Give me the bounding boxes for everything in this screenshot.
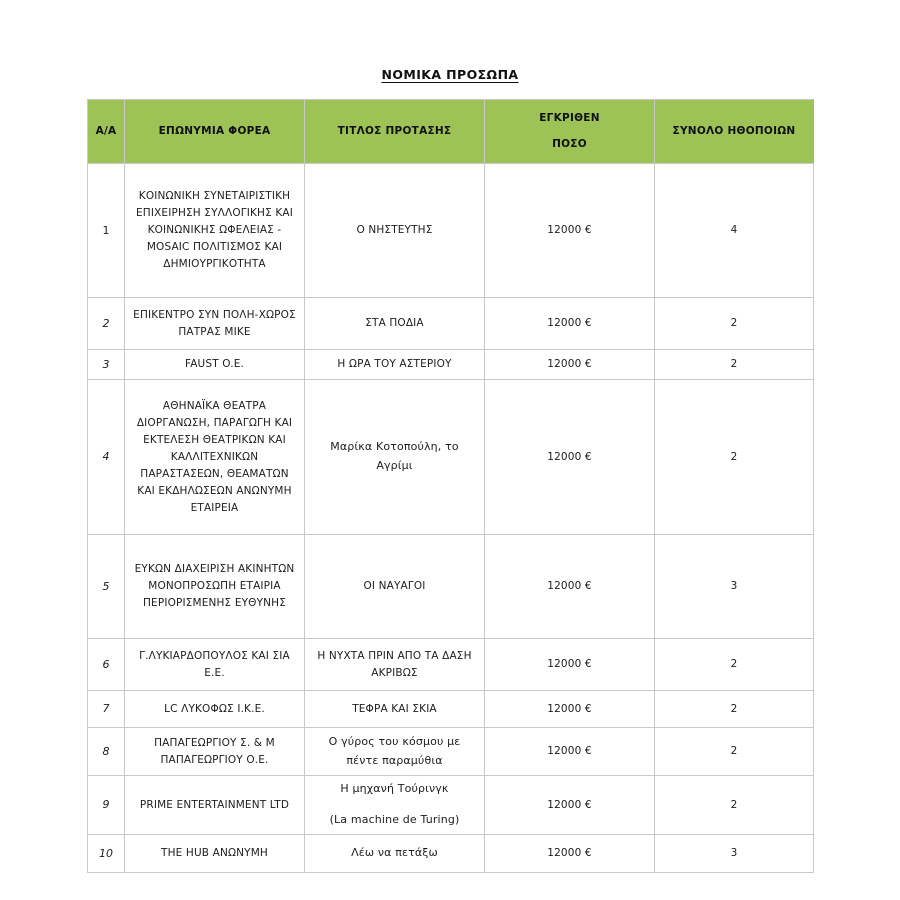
cell-entity-name: ΠΑΠΑΓΕΩΡΓΙΟΥ Σ. & Μ ΠΑΠΑΓΕΩΡΓΙΟΥ Ο.Ε. [125, 728, 305, 776]
cell-index: 6 [88, 639, 125, 691]
cell-total-actors: 2 [655, 350, 814, 380]
column-header-index: Α/Α [88, 100, 125, 164]
table-header [88, 100, 814, 164]
cell-entity-name: ΚΟΙΝΩΝΙΚΗ ΣΥΝΕΤΑΙΡΙΣΤΙΚΗ ΕΠΙΧΕΙΡΗΣΗ ΣΥΛΛΟΓΙΚΗΣ ΚΑΙ ΚΟΙΝΩΝΙΚΗΣ ΩΦΕΛΕΙΑΣ - MOSAIC ΠΟΛΙΤΙΣΜΟΣ ΚΑΙ ΔΗΜΙΟΥΡΓΙΚΟΤΗΤΑ [125, 164, 305, 298]
table-row [88, 164, 814, 298]
cell-index: 3 [88, 350, 125, 380]
cell-entity-name: ΕΥΚΩΝ ΔΙΑΧΕΙΡΙΣΗ ΑΚΙΝΗΤΩΝ ΜΟΝΟΠΡΟΣΩΠΗ ΕΤΑΙΡΙΑ ΠΕΡΙΟΡΙΣΜΕΝΗΣ ΕΥΘΥΝΗΣ [125, 535, 305, 639]
cell-proposal-title [305, 776, 485, 835]
page-title: ΝΟΜΙΚΑ ΠΡΟΣΩΠΑ [381, 67, 519, 82]
table-body [88, 164, 814, 873]
table-header-row [88, 100, 814, 164]
cell-total-actors: 2 [655, 728, 814, 776]
cell-total-actors: 2 [655, 298, 814, 350]
column-header-approved-amount [485, 100, 655, 164]
cell-proposal-title: Η ΩΡΑ ΤΟΥ ΑΣΤΕΡΙΟΥ [305, 350, 485, 380]
table-row [88, 535, 814, 639]
table-row [88, 835, 814, 873]
column-header-proposal-title: ΤΙΤΛΟΣ ΠΡΟΤΑΣΗΣ [305, 100, 485, 164]
cell-entity-name: ΑΘΗΝΑΪΚΑ ΘΕΑΤΡΑ ΔΙΟΡΓΑΝΩΣΗ, ΠΑΡΑΓΩΓΗ ΚΑΙ ΕΚΤΕΛΕΣΗ ΘΕΑΤΡΙΚΩΝ ΚΑΙ ΚΑΛΛΙΤΕΧΝΙΚΩΝ ΠΑΡΑΣΤΑΣΕΩΝ, ΘΕΑΜΑΤΩΝ ΚΑΙ ΕΚΔΗΛΩΣΕΩΝ ΑΝΩΝΥΜΗ ΕΤΑΙΡΕΙΑ [125, 380, 305, 535]
cell-approved-amount: 12000 € [485, 350, 655, 380]
cell-approved-amount: 12000 € [485, 639, 655, 691]
column-header-total-actors: ΣΥΝΟΛΟ ΗΘΟΠΟΙΩΝ [655, 100, 814, 164]
cell-approved-amount: 12000 € [485, 728, 655, 776]
cell-proposal-title: Ο γύρος του κόσμου με πέντε παραμύθια [305, 728, 485, 776]
cell-total-actors: 2 [655, 691, 814, 728]
cell-total-actors: 3 [655, 535, 814, 639]
cell-total-actors: 2 [655, 776, 814, 835]
legal-entities-table-container [87, 99, 813, 873]
cell-entity-name: FAUST O.E. [125, 350, 305, 380]
cell-proposal-title-line1: Η μηχανή Τούρινγκ [340, 782, 449, 796]
cell-entity-name: LC ΛΥΚΟΦΩΣ Ι.Κ.Ε. [125, 691, 305, 728]
legal-entities-table [87, 99, 814, 873]
cell-index: 2 [88, 298, 125, 350]
cell-proposal-title: Η ΝΥΧΤΑ ΠΡΙΝ ΑΠΟ ΤΑ ΔΑΣΗ ΑΚΡΙΒΩΣ [305, 639, 485, 691]
cell-proposal-title: Λέω να πετάξω [305, 835, 485, 873]
cell-approved-amount: 12000 € [485, 380, 655, 535]
table-row [88, 639, 814, 691]
column-header-approved-amount-line2: ΠΟΣΟ [552, 138, 587, 150]
cell-proposal-title-line2: (La machine de Turing) [329, 813, 460, 826]
cell-index: 9 [88, 776, 125, 835]
table-row [88, 350, 814, 380]
cell-entity-name: PRIME ENTERTAINMENT LTD [125, 776, 305, 835]
cell-proposal-title: ΟΙ ΝΑΥΑΓΟΙ [305, 535, 485, 639]
table-row [88, 691, 814, 728]
cell-index: 1 [88, 164, 125, 298]
column-header-entity-name: ΕΠΩΝΥΜΙΑ ΦΟΡΕΑ [125, 100, 305, 164]
cell-entity-name: Γ.ΛΥΚΙΑΡΔΟΠΟΥΛΟΣ ΚΑΙ ΣΙΑ Ε.Ε. [125, 639, 305, 691]
cell-approved-amount: 12000 € [485, 776, 655, 835]
cell-total-actors: 2 [655, 639, 814, 691]
cell-index: 4 [88, 380, 125, 535]
cell-proposal-title: Μαρίκα Κοτοπούλη, το Αγρίμι [305, 380, 485, 535]
cell-approved-amount: 12000 € [485, 298, 655, 350]
cell-approved-amount: 12000 € [485, 535, 655, 639]
table-row [88, 776, 814, 835]
table-row [88, 298, 814, 350]
cell-index: 5 [88, 535, 125, 639]
cell-approved-amount: 12000 € [485, 691, 655, 728]
cell-index: 8 [88, 728, 125, 776]
cell-proposal-title: ΤΕΦΡΑ ΚΑΙ ΣΚΙΑ [305, 691, 485, 728]
cell-approved-amount: 12000 € [485, 164, 655, 298]
cell-proposal-title: ΣΤΑ ΠΟΔΙΑ [305, 298, 485, 350]
column-header-approved-amount-line1: ΕΓΚΡΙΘΕΝ [539, 111, 600, 124]
cell-entity-name: THE HUB ΑΝΩΝΥΜΗ [125, 835, 305, 873]
table-row [88, 728, 814, 776]
cell-entity-name: ΕΠΙΚΕΝΤΡΟ ΣΥΝ ΠΟΛΗ-ΧΩΡΟΣ ΠΑΤΡΑΣ ΜΙΚΕ [125, 298, 305, 350]
cell-total-actors: 4 [655, 164, 814, 298]
cell-total-actors: 3 [655, 835, 814, 873]
cell-index: 10 [88, 835, 125, 873]
cell-total-actors: 2 [655, 380, 814, 535]
page-title-container [0, 64, 900, 83]
table-row [88, 380, 814, 535]
cell-proposal-title: Ο ΝΗΣΤΕΥΤΗΣ [305, 164, 485, 298]
cell-approved-amount: 12000 € [485, 835, 655, 873]
cell-index: 7 [88, 691, 125, 728]
